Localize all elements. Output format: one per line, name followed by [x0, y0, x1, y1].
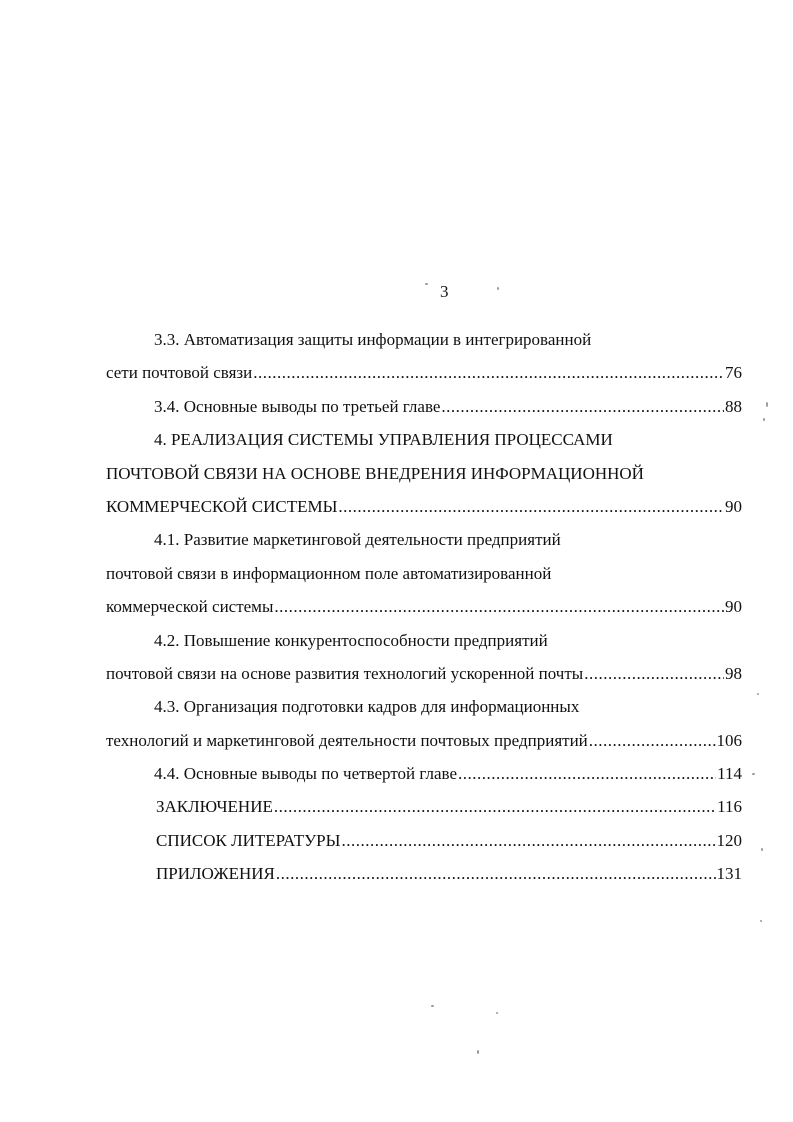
- toc-page-number: 76: [725, 363, 742, 383]
- toc-entry-4-3: [106, 729, 742, 762]
- scan-speck: [425, 283, 428, 285]
- toc-entry-text: ЗАКЛЮЧЕНИЕ: [156, 797, 273, 817]
- toc-page-number: 120: [716, 830, 742, 850]
- scan-speck: [477, 1050, 479, 1054]
- dot-leader: [589, 729, 716, 753]
- toc-entry-conclusion: [106, 795, 742, 828]
- scan-speck: [761, 848, 763, 851]
- toc-entry-4-1-line-2: [106, 562, 742, 595]
- dot-leader: [341, 829, 715, 853]
- dot-leader: [276, 862, 716, 886]
- toc-entry-text: ПОЧТОВОЙ СВЯЗИ НА ОСНОВЕ ВНЕДРЕНИЯ ИНФОРМАЦИОННОЙ: [106, 463, 644, 483]
- toc-entry-text: 4.1. Развитие маркетинговой деятельности предприятий: [154, 530, 561, 550]
- toc-entry-text: почтовой связи в информационном поле автоматизированной: [106, 563, 552, 583]
- table-of-contents: [106, 328, 742, 896]
- dot-leader: [458, 762, 716, 786]
- toc-page-number: 116: [717, 797, 742, 817]
- toc-entry-text: 4.4. Основные выводы по четвертой главе: [154, 764, 457, 784]
- toc-chapter-4: [106, 495, 742, 528]
- toc-entry-4-2: [106, 662, 742, 695]
- scan-speck: [766, 402, 768, 407]
- toc-chapter-4-line-2: [106, 462, 742, 495]
- toc-entry-text: 4.3. Организация подготовки кадров для информационных: [154, 697, 580, 717]
- dot-leader: [274, 795, 716, 819]
- scan-speck: [431, 1005, 434, 1007]
- scan-speck: [763, 418, 765, 421]
- toc-page-number: 90: [725, 597, 742, 617]
- toc-entry-3-4: [106, 395, 742, 428]
- toc-entry-3-3-title: [106, 328, 742, 361]
- toc-entry-3-3: [106, 361, 742, 394]
- toc-chapter-4-line-1: [106, 428, 742, 461]
- dot-leader: [274, 595, 724, 619]
- toc-entry-text: 3.3. Автоматизация защиты информации в интегрированной: [154, 330, 592, 349]
- toc-entry-4-1-line-1: [106, 528, 742, 561]
- toc-page-number: 98: [725, 663, 742, 683]
- toc-entry-4-1: [106, 595, 742, 628]
- toc-entry-text: сети почтовой связи: [106, 363, 253, 383]
- dot-leader: [584, 662, 724, 686]
- scan-speck: [497, 287, 499, 290]
- toc-entry-appendices: [106, 862, 742, 895]
- toc-page-number: 114: [717, 764, 742, 784]
- toc-entry-4-2-line-1: [106, 629, 742, 662]
- scan-speck: [496, 1012, 498, 1014]
- toc-entry-text: ПРИЛОЖЕНИЯ: [156, 864, 275, 884]
- toc-entry-text: технологий и маркетинговой деятельности почтовых предприятий: [106, 730, 588, 750]
- toc-entry-text: КОММЕРЧЕСКОЙ СИСТЕМЫ: [106, 496, 338, 516]
- page-number: 3: [440, 282, 449, 301]
- toc-entry-text: 4.2. Повышение конкурентоспособности предприятий: [154, 630, 548, 650]
- scan-speck: [757, 693, 759, 695]
- toc-entry-text: СПИСОК ЛИТЕРАТУРЫ: [156, 830, 341, 850]
- toc-page-number: 88: [725, 396, 742, 416]
- toc-page-number: 90: [725, 496, 742, 516]
- toc-entry-text: 4. РЕАЛИЗАЦИЯ СИСТЕМЫ УПРАВЛЕНИЯ ПРОЦЕССАМИ: [154, 430, 613, 450]
- dot-leader: [441, 395, 724, 419]
- toc-entry-4-3-line-1: [106, 695, 742, 728]
- toc-entry-text: коммерческой системы: [106, 597, 274, 617]
- toc-page-number: 106: [716, 730, 742, 750]
- dot-leader: [253, 361, 724, 385]
- dot-leader: [338, 495, 724, 519]
- scan-speck: [760, 920, 762, 922]
- toc-page-number: 131: [716, 864, 742, 884]
- toc-entry-text: 3.4. Основные выводы по третьей главе: [154, 396, 441, 416]
- toc-entry-references: [106, 829, 742, 862]
- scan-speck: [752, 773, 755, 775]
- toc-entry-4-4: [106, 762, 742, 795]
- toc-entry-text: почтовой связи на основе развития технологий ускоренной почты: [106, 663, 584, 683]
